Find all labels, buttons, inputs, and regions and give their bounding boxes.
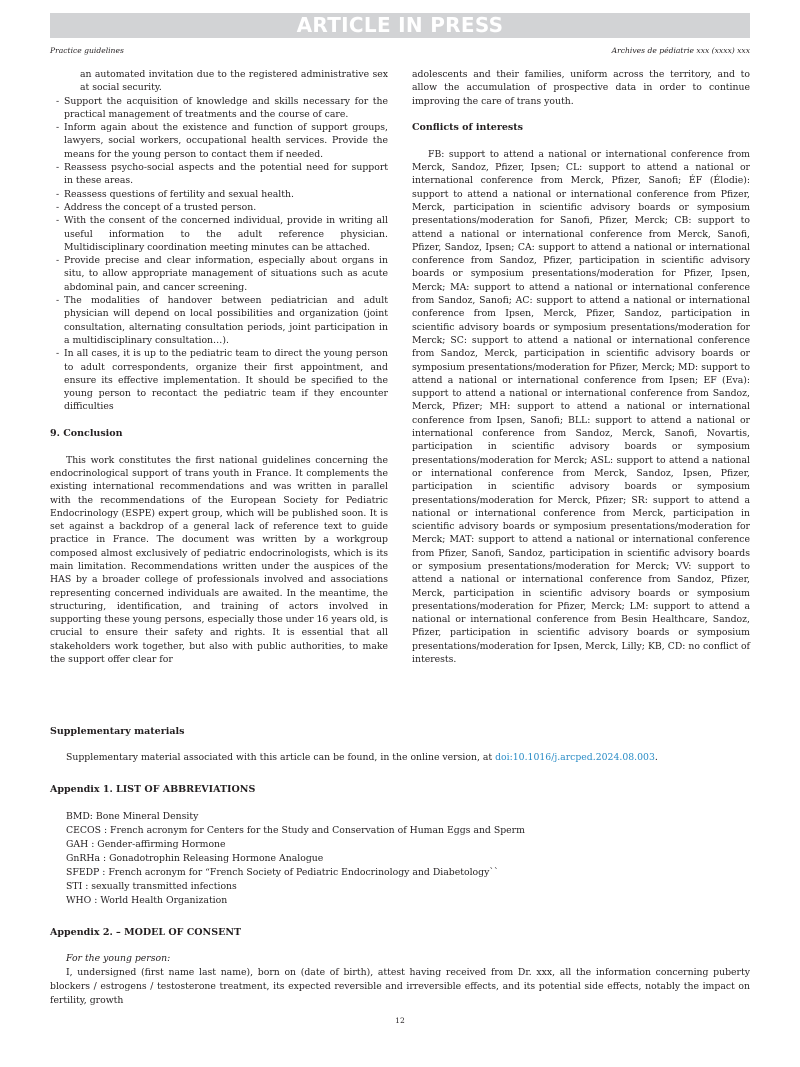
abbreviation-item: CECOS : French acronym for Centers for the Study and Conservation of Human Eggs and Sperm	[66, 825, 525, 837]
abbreviation-item: STI : sexually transmitted infections	[66, 881, 237, 893]
list-item: - Reassess psycho-social aspects and the potential need for support in these areas.	[50, 161, 388, 188]
conflicts-heading: Conflicts of interests	[412, 122, 523, 134]
abbreviation-item: GAH : Gender-affirming Hormone	[66, 839, 226, 851]
doi-link[interactable]: doi:10.1016/j.arcped.2024.08.003	[495, 752, 655, 764]
abbreviation-item: GnRHa : Gonadotrophin Releasing Hormone Analogue	[66, 853, 324, 865]
running-header-left: Practice guidelines	[50, 46, 124, 55]
supplementary-heading: Supplementary materials	[50, 726, 185, 737]
handover-list	[50, 95, 388, 414]
supplementary-period: .	[654, 752, 658, 764]
list-item: - In all cases, it is up to the pediatric team to direct the young person to adult correspondents, organize their first appointment, and ensure its effective implementation. It should be specified to the young person to recontact the pediatric team if they encounter difficulties	[50, 347, 388, 413]
list-item: - Support the acquisition of knowledge and skills necessary for the practical management of treatments and the course of care.	[50, 95, 388, 122]
abbreviation-item: WHO : World Health Organization	[66, 895, 228, 907]
article-in-press-banner: ARTICLE IN PRESS	[50, 13, 750, 38]
conflicts-text: FB: support to attend a national or international conference from Merck, Sandoz, Pfizer, Ipsen; CL: support to attend a national or international conference from Merck, Pfizer, Sanofi; ÉF (Élodie): support to attend a national or international conference from Pfizer, Merck, participation in scientific advisory boards or symposium presentations/moderation for Sanofi, Pfizer, Merck; CB: support to attend a national or international conference from Merck, Sanofi, Pfizer, Sandoz, Ipsen; CA: support to attend a national or international conference from Sandoz, Pfizer, participation in scientific advisory boards or symposium presentations/moderation for Pfizer, Ipsen, Merck; MA: support to attend a national or international conference from Sandoz, Sanofi; AC: support to attend a national or international conference from Ipsen, Merck, Pfizer, Sandoz, participation in scientific advisory boards or symposium presentations/moderation for Merck; SC: support to attend a national or international conference from Sandoz, Merck, participation in scientific advisory boards or symposium presentations/moderation for Pfizer, Merck; MD: support to attend a national or international conference from Ipsen; EF (Eva): support to attend a national or international conference from Sandoz, Merck, Pfizer; MH: support to attend a national or international conference from Ipsen, Sanofi; BLL: support to attend a national or international conference from Sandoz, Merck, Sanofi, Novartis, participation in scientific advisory boards or symposium presentations/moderation for Merck; ASL: support to attend a national or international conference from Merck, Sandoz, Ipsen, Pfizer, participation in scientific advisory boards or symposium presentations/moderation for Merck, Pfizer; SR: support to attend a national or international conference from Merck, participation in scientific advisory boards or symposium presentations/moderation for Merck; MAT: support to attend a national or international conference from Pfizer, Sanofi, Sandoz, participation in scientific advisory boards or symposium presentations/moderation for Merck; VV: support to attend a national or international conference from Sandoz, Pfizer, Merck, participation in scientific advisory boards or symposium presentations/moderation for Pfizer, Merck; LM: support to attend a national or international conference from Besin Healthcare, Sandoz, Pfizer, participation in scientific advisory boards or symposium presentations/moderation for Ipsen, Merck, Lilly; KB, CD: no conflict of interests.	[412, 148, 750, 666]
list-continuation: an automated invitation due to the registered administrative sex at social security.	[80, 69, 388, 94]
abbreviation-item: SFEDP : French acronym for “French Society of Pediatric Endocrinology and Diabetology``	[66, 867, 499, 879]
right-column	[412, 68, 750, 666]
supplementary-text	[50, 751, 750, 765]
conclusion-text: This work constitutes the first national guidelines concerning the endocrinological support of trans youth in France. It complements the existing international recommendations and was written in parallel with the recommendations of the European Society for Pediatric Endocrinology (ESPE) expert group, which will be published soon. It is set against a backdrop of a general lack of reference text to guide practice in France. The document was written by a workgroup composed almost exclusively of pediatric endocrinologists, which is its main limitation. Recommendations written under the auspices of the HAS by a broader college of professionals involved and associations representing concerned individuals are awaited. In the meantime, the structuring, identification, and training of actors involved in supporting these young persons, especially those under 16 years old, is crucial to ensure their safety and rights. It is essential that all stakeholders work together, but also with public authorities, to make the support offer clear for	[50, 454, 388, 666]
appendix-1-heading: Appendix 1. LIST OF ABBREVIATIONS	[50, 784, 256, 795]
list-item: - The modalities of handover between pediatrician and adult physician will depend on local possibilities and organization (joint consultation, alternating consultation periods, joint participation in a multidisciplinary consultation…).	[50, 294, 388, 347]
supplementary-sentence: Supplementary material associated with this article can be found, in the online version, at	[66, 752, 496, 764]
conclusion-heading: 9. Conclusion	[50, 428, 123, 440]
consent-subheading: For the young person:	[66, 953, 171, 965]
abbreviation-item: BMD: Bone Mineral Density	[66, 811, 199, 823]
list-item: - Address the concept of a trusted person.	[50, 201, 388, 214]
supplementary-section	[50, 725, 750, 765]
running-header-right: Archives de pédiatrie xxx (xxxx) xxx	[611, 46, 750, 55]
list-item: - Provide precise and clear information, especially about organs in situ, to allow appropriate management of situations such as acute abdominal pain, and cancer screening.	[50, 254, 388, 294]
list-item: - With the consent of the concerned individual, provide in writing all useful information to the adult reference physician. Multidisciplinary coordination meeting minutes can be attached.	[50, 214, 388, 254]
appendix-2-section	[50, 926, 750, 1007]
list-item: - Inform again about the existence and function of support groups, lawyers, social workers, occupational health services. Provide the means for the young person to contact them if needed.	[50, 121, 388, 161]
appendix-1-section	[50, 783, 750, 908]
left-column	[50, 68, 388, 666]
consent-text: I, undersigned (first name last name), born on (date of birth), attest having received from Dr. xxx, all the information concerning puberty blockers / estrogens / testosterone treatment, its expected reversible and irreversible effects, and its potential side effects, notably the impact on fertility, growth	[50, 967, 750, 1006]
page-number: 12	[395, 1016, 405, 1025]
list-item: - Reassess questions of fertility and sexual health.	[50, 188, 388, 201]
conclusion-continuation: adolescents and their families, uniform across the territory, and to allow the accumulation of prospective data in order to continue improving the care of trans youth.	[412, 69, 750, 107]
appendix-2-heading: Appendix 2. – MODEL OF CONSENT	[50, 927, 242, 938]
